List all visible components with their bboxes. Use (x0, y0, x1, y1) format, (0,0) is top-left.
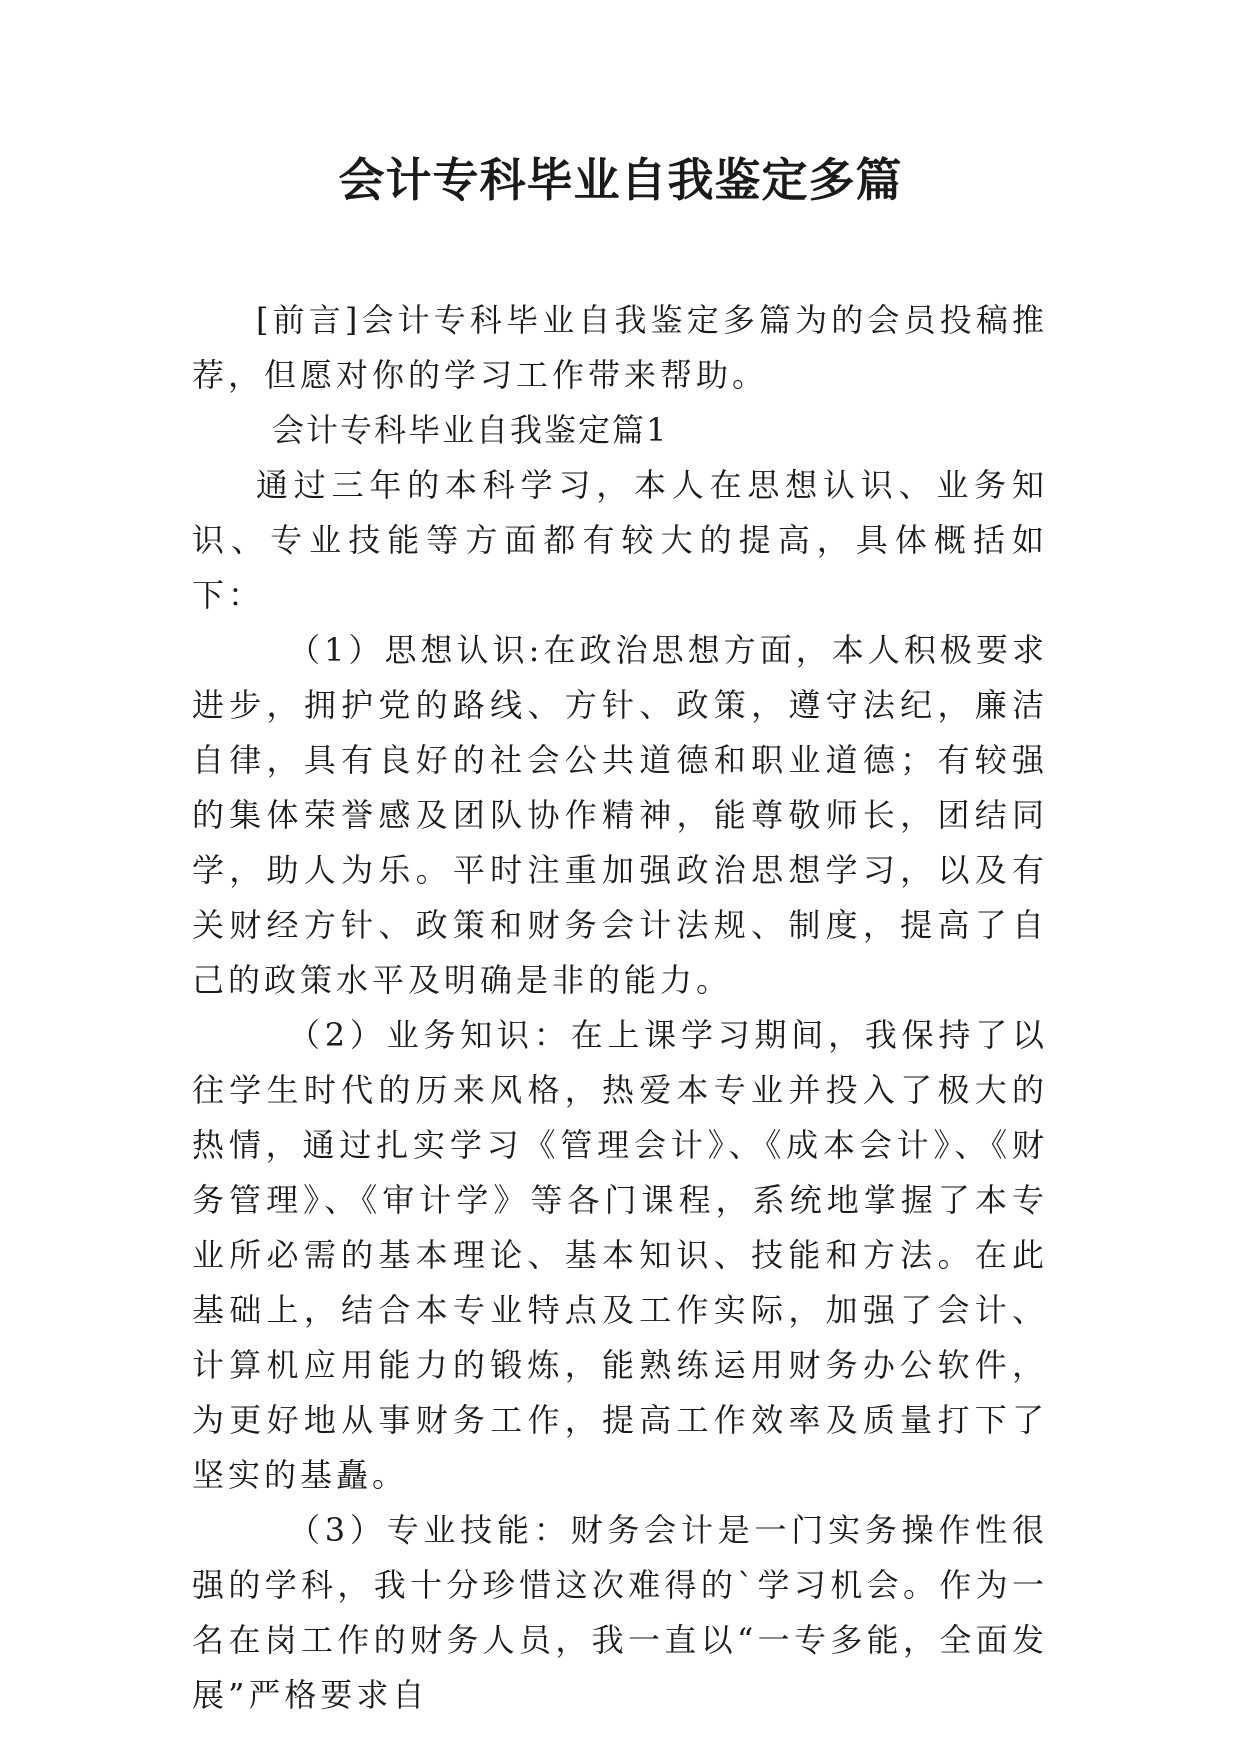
section-heading: 会计专科毕业自我鉴定篇1 (272, 411, 669, 449)
knowledge-paragraph: （2）业务知识：在上课学习期间，我保持了以往学生时代的历来风格，热爱本专业并投入了极大的热情，通过扎实学习《管理会计》、《成本会计》、《财务管理》、《审计学》等各门课程，系统地掌握了本专业所必需的基本理论、基本知识、技能和方法。在此基础上，结合本专业特点及工作实际，加强了会计、计算机应用能力的锻炼，能熟练运用财务办公软件，为更好地从事财务工作，提高工作效率及质量打下了坚实的基矗。 (192, 1016, 1048, 1494)
preface-paragraph: [前言]会计专科毕业自我鉴定多篇为的会员投稿推荐，但愿对你的学习工作带来帮助。 (192, 301, 1048, 394)
skills-paragraph: （3）专业技能：财务会计是一门实务操作性很强的学科，我十分珍惜这次难得的`学习机会。作为一名在岗工作的财务人员，我一直以“一专多能，全面发展”严格要求自 (192, 1511, 1048, 1714)
document-title: 会计专科毕业自我鉴定多篇 (338, 153, 903, 207)
thought-paragraph: （1）思想认识:在政治思想方面，本人积极要求进步，拥护党的路线、方针、政策，遵守法纪，廉洁自律，具有良好的社会公共道德和职业道德；有较强的集体荣誉感及团队协作精神，能尊敬师长，团结同学，助人为乐。平时注重加强政治思想学习，以及有关财经方针、政策和财务会计法规、制度，提高了自己的政策水平及明确是非的能力。 (192, 631, 1048, 999)
intro-paragraph: 通过三年的本科学习，本人在思想认识、业务知识、专业技能等方面都有较大的提高，具体概括如下： (192, 466, 1048, 614)
document-body (192, 293, 1048, 1723)
